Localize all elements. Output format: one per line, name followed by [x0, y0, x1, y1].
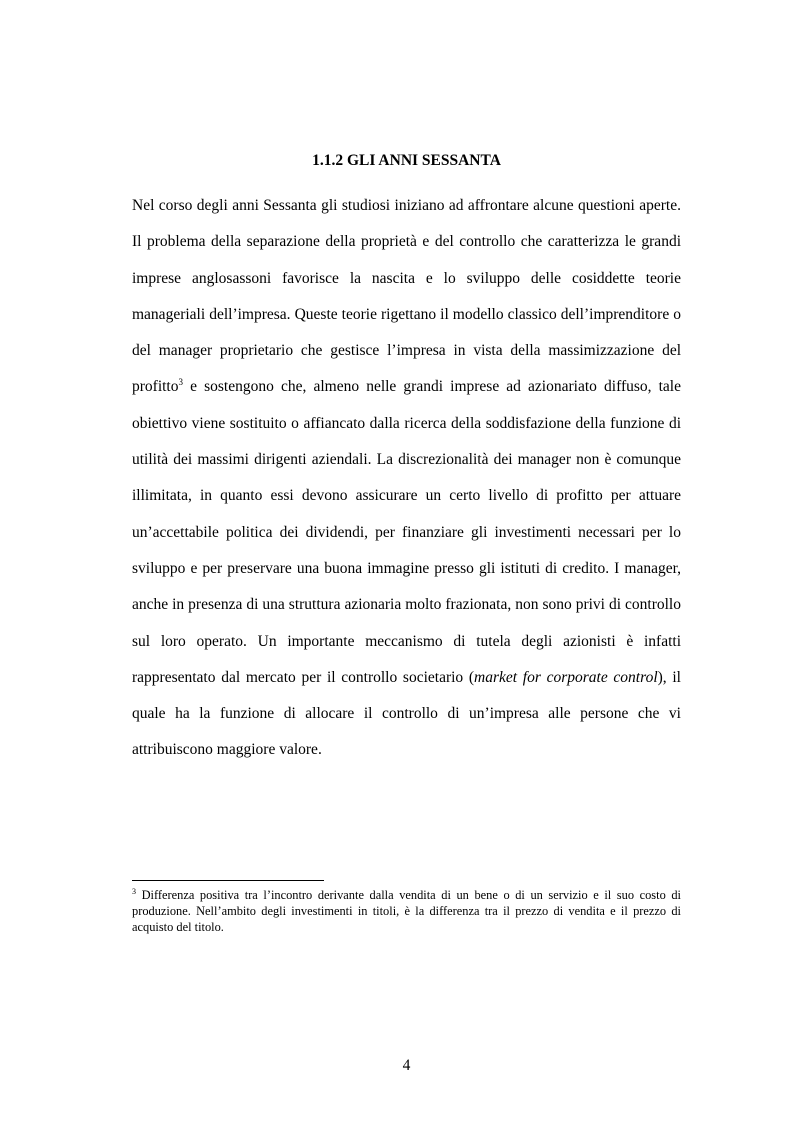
- section-heading: 1.1.2 GLI ANNI SESSANTA: [312, 152, 501, 169]
- body-text-part-1: Nel corso degli anni Sessanta gli studiosi iniziano ad affrontare alcune questioni aperte. Il problema della separazione della proprietà e del controllo che caratterizza le grandi imprese anglosassoni favorisce la nascita e lo sviluppo delle cosiddette teorie manageriali dell’impresa. Queste teorie rigettano il modello classico dell’imprenditore o del manager proprietario che gestisce l’impresa in vista della massimizzazione del profitto: [132, 197, 681, 396]
- body-text-part-2: e sostengono che, almeno nelle grandi imprese ad azionariato diffuso, tale obiettivo viene sostituito o affiancato dalla ricerca della soddisfazione della funzione di utilità dei massimi dirigenti aziendali. La discrezionalità dei manager non è comunque illimitata, in quanto essi devono assicurare un certo livello di profitto per attuare un’accettabile politica dei dividendi, per finanziare gli investimenti necessari per lo sviluppo e per preservare una buona immagine presso gli istituti di credito. I manager, anche in presenza di una struttura azionaria molto frazionata, non sono privi di controllo sul loro operato. Un importante meccanismo di tutela degli azionisti è infatti rappresentato dal mercato per il controllo societario (: [132, 378, 681, 686]
- footnote-reference: 3: [178, 377, 183, 388]
- footnote: [132, 887, 681, 935]
- body-paragraph: [132, 188, 681, 769]
- italic-term: market for corporate control: [474, 668, 658, 686]
- footnote-marker: 3: [132, 887, 136, 896]
- footnote-separator: [132, 880, 324, 881]
- footnote-text: Differenza positiva tra l’incontro derivante dalla vendita di un bene o di un servizio e il suo costo di produzione. Nell’ambito degli investimenti in titoli, è la differenza tra il prezzo di vendita e il prezzo di acquisto del titolo.: [132, 888, 681, 934]
- page-number: 4: [402, 1057, 411, 1074]
- body-text-part-3: ), il quale ha la funzione di allocare il controllo di un’impresa alle persone che vi attribuiscono maggiore valore.: [132, 668, 681, 759]
